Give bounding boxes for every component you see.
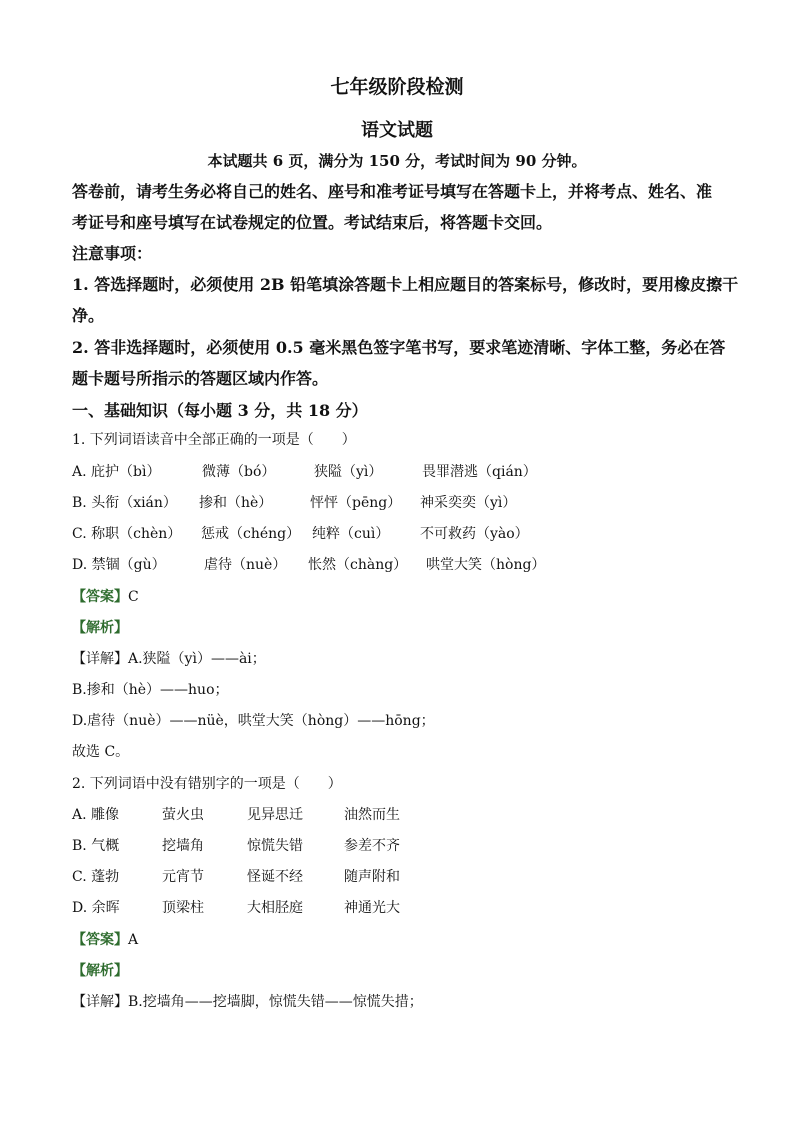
q1-stem: 1. 下列词语读音中全部正确的一项是（ ）: [72, 432, 356, 448]
q2-option-d-item: D. 余晖: [72, 900, 120, 916]
analysis-label: 【解析】: [72, 620, 128, 636]
detail-text: B.挖墙角——挖墙脚，惊慌失错——惊慌失措；: [128, 994, 423, 1010]
note-2-line-1: 2. 答非选择题时，必须使用 0.5 毫米黑色签字笔书写，要求笔迹清晰、字体工整，务必在答: [72, 338, 726, 357]
exam-title: 七年级阶段检测: [330, 76, 464, 98]
q2-option-d-item: 顶梁柱: [162, 900, 204, 916]
exam-info: 本试题共 6 页，满分为 150 分，考试时间为 90 分钟。: [207, 152, 587, 170]
q2-option-c-item: 怪诞不经: [247, 869, 303, 885]
instruction-line-1: 答卷前，请考生务必将自己的姓名、座号和准考证号填写在答题卡上，并将考点、姓名、准: [72, 182, 713, 201]
q1-option-b-item: 神采奕奕（yì）: [420, 495, 517, 511]
q2-option-a-item: 萤火虫: [162, 807, 204, 823]
answer-value: A: [128, 932, 139, 948]
q2-option-d-item: 神通光大: [344, 900, 400, 916]
q2-option-b-item: 挖墙角: [162, 838, 204, 854]
q2-option-c-item: 元宵节: [162, 869, 204, 885]
q1-option-a-item: 狭隘（yì）: [314, 464, 383, 480]
answer-label: 【答案】: [72, 589, 128, 605]
q1-option-c-item: 不可救药（yào）: [420, 526, 529, 542]
q1-option-a-item: A. 庇护（bì）: [72, 464, 161, 480]
q1-detail-3: D.虐待（nuè）——nüè，哄堂大笑（hòng）——hōng；: [72, 713, 435, 729]
q2-option-a-item: A. 雕像: [72, 807, 120, 823]
q2-option-b-item: 惊慌失错: [247, 838, 303, 854]
q2-analysis: [72, 962, 128, 980]
q1-option-b-item: 怦怦（pēng）: [310, 495, 402, 511]
notes-title: 注意事项：: [72, 244, 153, 263]
q2-option-c-item: 随声附和: [344, 869, 400, 885]
q2-option-a-item: 油然而生: [344, 807, 400, 823]
subject-title: 语文试题: [361, 120, 433, 141]
q1-option-d-item: 哄堂大笑（hòng）: [426, 557, 546, 573]
q2-stem: 2. 下列词语中没有错别字的一项是（ ）: [72, 776, 342, 792]
q1-option-a-item: 畏罪潜逃（qián）: [422, 464, 537, 480]
note-1-line-1: 1. 答选择题时，必须使用 2B 铅笔填涂答题卡上相应题目的答案标号，修改时，要用橡皮擦干: [72, 275, 739, 294]
q1-option-c-item: C. 称职（chèn）: [72, 526, 182, 542]
q1-option-d-item: 怅然（chàng）: [308, 557, 408, 573]
detail-text: A.狭隘（yì）——ài；: [128, 651, 266, 667]
q1-analysis: [72, 619, 128, 637]
q1-option-b-item: B. 头衔（xián）: [72, 495, 177, 511]
q1-option-a-item: 微薄（bó）: [202, 464, 276, 480]
q1-option-d-item: 虐待（nuè）: [204, 557, 287, 573]
q1-detail-2: B.掺和（hè）——huo；: [72, 682, 229, 698]
q1-detail-4: 故选 C。: [72, 744, 130, 760]
q1-option-d-item: D. 禁锢（gù）: [72, 557, 166, 573]
analysis-label: 【解析】: [72, 963, 128, 979]
q2-option-b-item: 参差不齐: [344, 838, 400, 854]
answer-value: C: [128, 589, 139, 605]
q1-detail-1: [72, 650, 266, 668]
q1-option-c-item: 惩戒（chéng）: [201, 526, 301, 542]
note-1-line-2: 净。: [72, 306, 105, 325]
q2-detail-1: [72, 993, 423, 1011]
note-2-line-2: 题卡题号所指示的答题区域内作答。: [72, 369, 329, 388]
q2-option-c-item: C. 蓬勃: [72, 869, 120, 885]
detail-label: 【详解】: [72, 651, 128, 667]
q2-answer: [72, 931, 138, 949]
section-1-title: 一、基础知识（每小题 3 分，共 18 分）: [72, 401, 368, 420]
q2-option-b-item: B. 气概: [72, 838, 120, 854]
q1-answer: [72, 588, 139, 606]
q2-option-a-item: 见异思迁: [247, 807, 303, 823]
q1-option-b-item: 掺和（hè）: [199, 495, 273, 511]
q1-option-c-item: 纯粹（cuì）: [312, 526, 390, 542]
q2-option-d-item: 大相胫庭: [247, 900, 303, 916]
answer-label: 【答案】: [72, 932, 128, 948]
detail-label: 【详解】: [72, 994, 128, 1010]
instruction-line-2: 考证号和座号填写在试卷规定的位置。考试结束后，将答题卡交回。: [72, 213, 553, 232]
